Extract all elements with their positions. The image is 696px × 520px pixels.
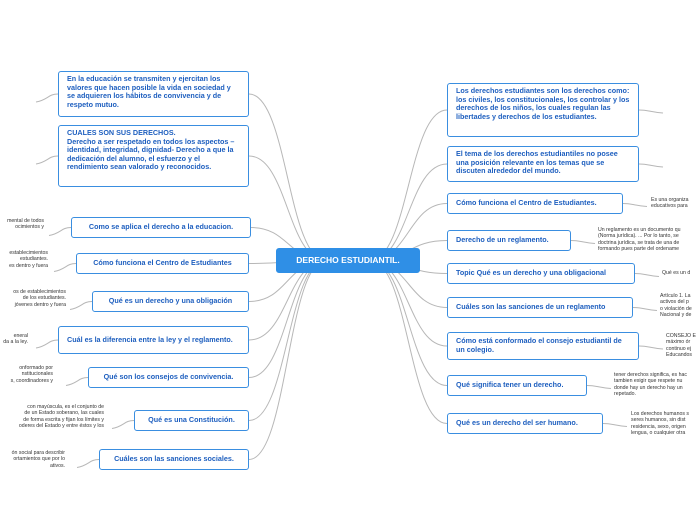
right-topic-right-obligation[interactable]: Topic Qué es un derecho y una obligacional: [447, 263, 635, 284]
right-topic-having-right[interactable]: Qué significa tener un derecho.: [447, 375, 587, 396]
connector: [249, 156, 326, 261]
note-connector: [639, 164, 663, 167]
connector: [370, 110, 447, 261]
connector: [370, 261, 447, 386]
note-connector: [639, 346, 663, 349]
left-note: os de establecimientos de los estudiantes. jóvenes dentro y fuera: [13, 289, 66, 308]
connector: [249, 261, 326, 460]
right-note: Artículo 1. La activos del p o violación de Nacional y de: [660, 293, 692, 319]
note-connector: [49, 228, 71, 236]
right-note: Qué es un d: [662, 270, 691, 276]
connector: [249, 261, 326, 421]
left-note: establecimientos estudiantes. es dentro y fuera: [9, 250, 48, 269]
note-connector: [623, 204, 647, 207]
left-note: eneral da a la ley.: [3, 333, 28, 346]
right-topic-regulation-right[interactable]: Derecho de un reglamento.: [447, 230, 571, 251]
central-topic[interactable]: DERECHO ESTUDIANTIL.: [276, 248, 420, 273]
right-note: CONSEJO E máximo ór continuo ej Educandos: [666, 333, 696, 359]
note-connector: [54, 264, 76, 272]
left-topic-student-center[interactable]: Cómo funciona el Centro de Estudiantes: [76, 253, 249, 274]
right-topic-student-council[interactable]: Cómo está conformado el consejo estudiantil de un colegio.: [447, 332, 639, 360]
left-note: con mayúscula, es el conjunto de de un Estado soberano, las cuales de forma escrita y fijan los límites y oderes del Estado y entre éstos y los: [18, 404, 104, 430]
note-connector: [36, 156, 58, 164]
right-topic-human-right[interactable]: Qué es un derecho del ser humano.: [447, 413, 603, 434]
note-connector: [77, 460, 99, 468]
connector: [249, 94, 326, 261]
left-topic-apply-right[interactable]: Como se aplica el derecho a la educacion.: [71, 217, 251, 238]
right-topic-regulation-sanctions[interactable]: Cuáles son las sanciones de un reglamento: [447, 297, 633, 318]
note-connector: [36, 94, 58, 102]
left-note: ón social para describir ortamientos que por lo ativos.: [11, 450, 65, 469]
right-topic-student-rights[interactable]: Los derechos estudiantes son los derechos como: los civiles, los constitucionales, los controlar y los derechos de los niños, los cuales regulan las libertades y derechos de los estudiantes.: [447, 83, 639, 137]
note-connector: [587, 386, 611, 389]
note-connector: [633, 308, 657, 311]
left-topic-constitution[interactable]: Qué es una Constitución.: [134, 410, 249, 431]
right-topic-relevance[interactable]: El tema de los derechos estudiantiles no posee una posición relevante en los temas que se discuten alrededor del mundo.: [447, 146, 639, 182]
connector: [370, 261, 447, 424]
note-connector: [571, 241, 595, 244]
left-topic-coexistence-councils[interactable]: Qué son los consejos de convivencia.: [88, 367, 249, 388]
note-connector: [112, 421, 134, 429]
note-connector: [66, 378, 88, 386]
left-topic-law-vs-regulation[interactable]: Cuál es la diferencia entre la ley y el reglamento.: [58, 326, 249, 354]
right-note: Los derechos humanos s seres humanos, sin dist residencia, sexo, origen lengua, o cualquier otra: [631, 411, 689, 437]
right-topic-student-center[interactable]: Cómo funciona el Centro de Estudiantes.: [447, 193, 623, 214]
right-note: Un reglamento es un documento qu (Norma jurídica). ... Por lo tanto, se doctrina jurídica, se trata de una de formando pues parte del ordename: [598, 227, 681, 253]
connector: [370, 164, 447, 261]
note-connector: [70, 302, 92, 310]
left-topic-right-obligation[interactable]: Qué es un derecho y una obligación: [92, 291, 249, 312]
left-note: onformado por nstitucionales s, coordinadores y: [10, 365, 53, 384]
left-topic-social-sanctions[interactable]: Cuáles son las sanciones sociales.: [99, 449, 249, 470]
left-topic-rights-list[interactable]: CUALES SON SUS DERECHOS. Derecho a ser respetado en todos los aspectos –identidad, integridad, dignidad- Derecho a que la dedicación del alumno, el esfuerzo y el rendimiento sean valorado y reconocidos.: [58, 125, 249, 187]
left-note: mental de todos ocimientos y: [7, 218, 44, 231]
note-connector: [36, 340, 58, 348]
note-connector: [603, 424, 627, 427]
left-topic-education-values[interactable]: En la educación se transmiten y ejercitan los valores que hacen posible la vida en sociedad y se adquieren los hábitos de convivencia y de respeto mutuo.: [58, 71, 249, 117]
note-connector: [635, 274, 659, 277]
right-note: Es una organiza educativos para: [651, 197, 689, 210]
note-connector: [639, 110, 663, 113]
right-note: tener derechos significa, es hac tambien exigir que respete nu donde hay un derecho hay un repetado.: [614, 372, 687, 398]
